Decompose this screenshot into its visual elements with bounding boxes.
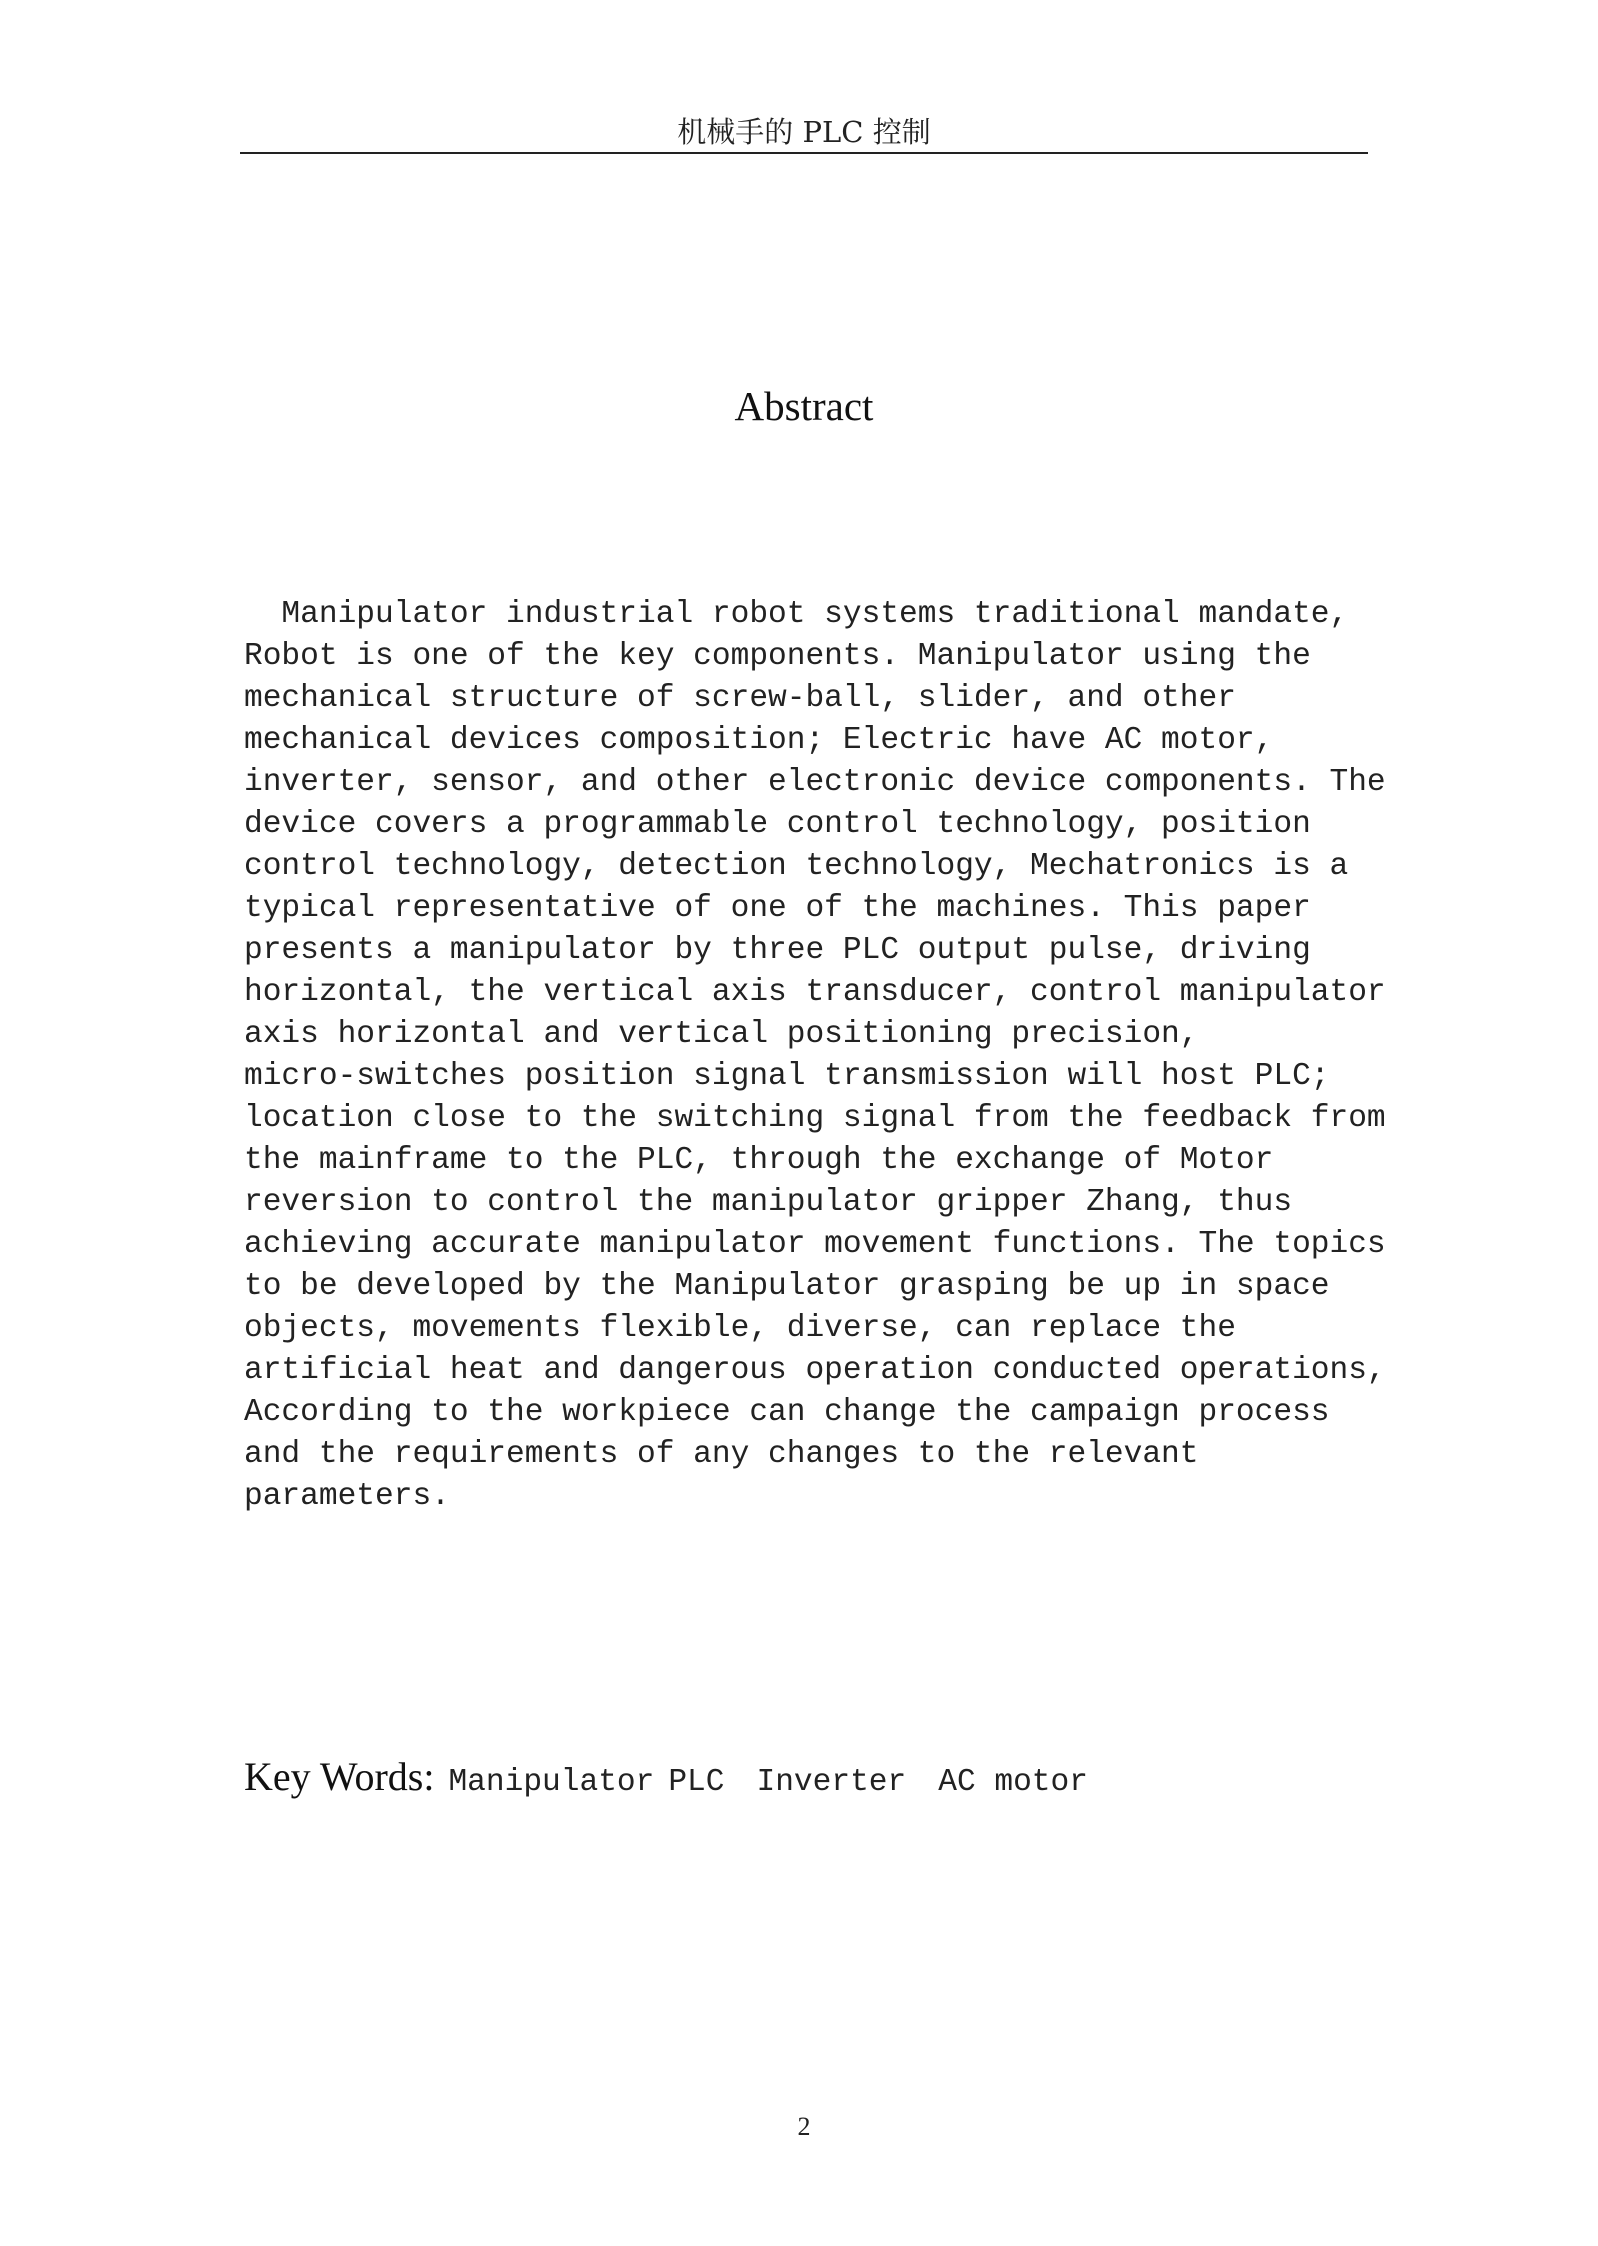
abstract-line: presents a manipulator by three PLC output pulse, driving <box>244 933 1311 968</box>
abstract-line: reversion to control the manipulator gripper Zhang, thus <box>244 1185 1293 1220</box>
abstract-title: Abstract <box>734 383 874 429</box>
abstract-line: control technology, detection technology, Mechatronics is a <box>244 849 1349 884</box>
abstract-line: artificial heat and dangerous operation conducted operations, <box>244 1353 1386 1388</box>
abstract-line: and the requirements of any changes to the relevant <box>244 1437 1199 1472</box>
abstract-line: axis horizontal and vertical positioning precision, <box>244 1017 1199 1052</box>
abstract-line: device covers a programmable control technology, position <box>244 807 1311 842</box>
running-header: 机械手的 PLC 控制 <box>677 115 931 149</box>
abstract-line: horizontal, the vertical axis transducer, control manipulator <box>244 975 1386 1010</box>
abstract-line: parameters. <box>244 1479 450 1514</box>
abstract-body <box>244 552 1386 1518</box>
abstract-line: location close to the switching signal from the feedback from <box>244 1101 1386 1136</box>
abstract-line: mechanical structure of screw-ball, slider, and other <box>244 681 1236 716</box>
abstract-line: Manipulator industrial robot systems traditional mandate, <box>244 597 1349 632</box>
abstract-line: inverter, sensor, and other electronic device components. The <box>244 765 1386 800</box>
keyword: Manipulator <box>448 1765 655 1800</box>
abstract-line: to be developed by the Manipulator grasping be up in space <box>244 1269 1330 1304</box>
keywords-label: Key Words: <box>244 1754 435 1799</box>
abstract-line: Robot is one of the key components. Manipulator using the <box>244 639 1311 674</box>
keyword: AC motor <box>938 1765 1088 1800</box>
abstract-line: the mainframe to the PLC, through the exchange of Motor <box>244 1143 1274 1178</box>
page-number: 2 <box>797 2112 811 2141</box>
keyword: Inverter <box>756 1765 907 1800</box>
header-rule <box>240 152 1368 154</box>
abstract-line: mechanical devices composition; Electric have AC motor, <box>244 723 1274 758</box>
abstract-line: According to the workpiece can change the campaign process <box>244 1395 1330 1430</box>
abstract-line: typical representative of one of the machines. This paper <box>244 891 1311 926</box>
abstract-line: objects, movements flexible, diverse, can replace the <box>244 1311 1236 1346</box>
keywords-line <box>244 1752 1088 1808</box>
abstract-line: micro-switches position signal transmission will host PLC; <box>244 1059 1330 1094</box>
abstract-line: achieving accurate manipulator movement functions. The topics <box>244 1227 1386 1262</box>
keyword: PLC <box>668 1765 725 1800</box>
